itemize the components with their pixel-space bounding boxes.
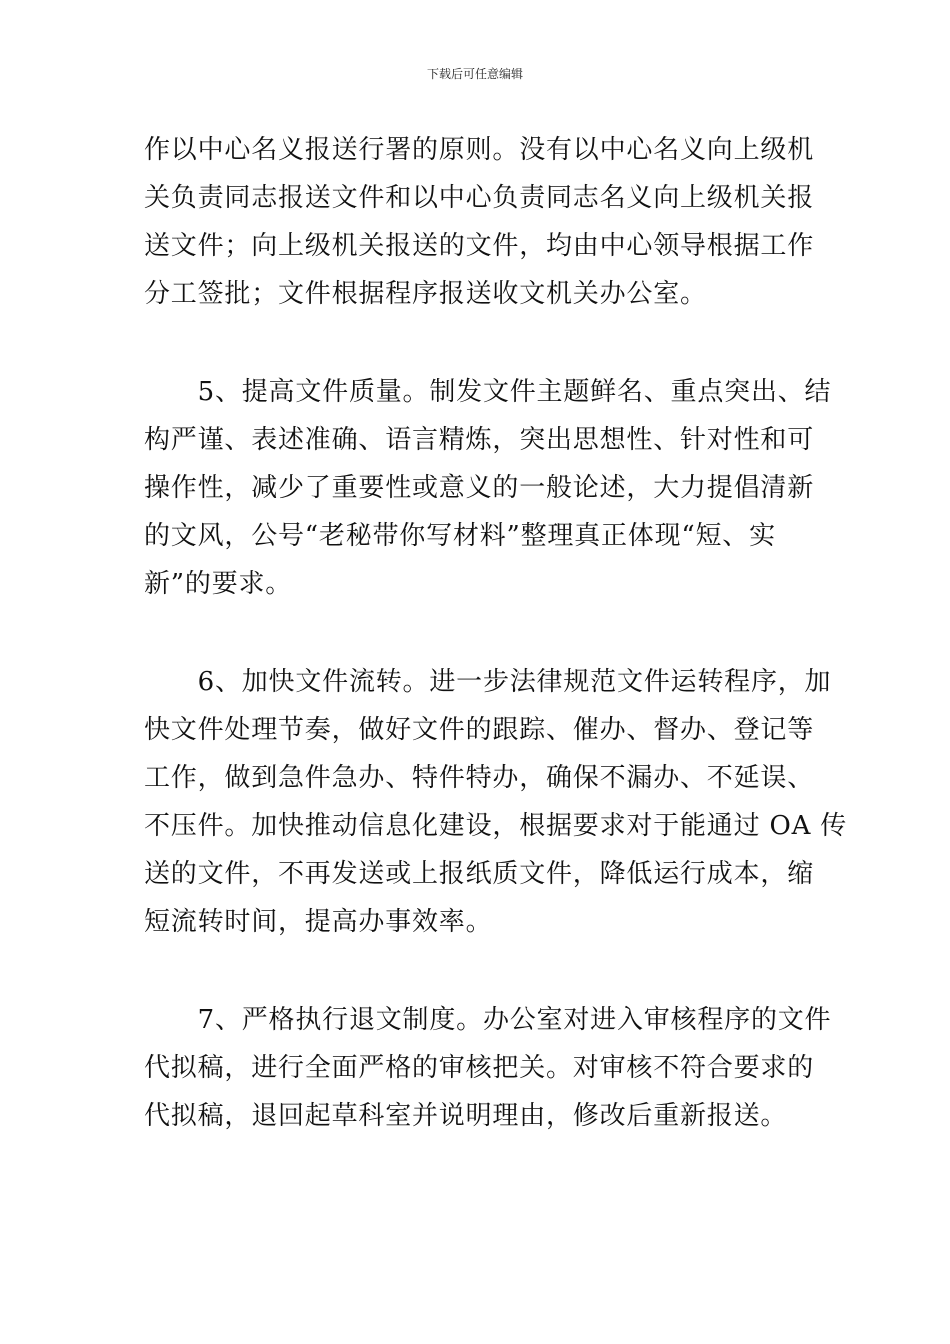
text-line: 代拟稿，进行全面严格的审核把关。对审核不符合要求的 xyxy=(144,1053,815,1083)
paragraph-gap xyxy=(144,318,808,368)
paragraph-gap xyxy=(144,946,808,996)
text-line: 5、提高文件质量。制发文件主题鲜名、重点突出、结 xyxy=(144,377,832,407)
text-line: 送文件；向上级机关报送的文件，均由中心领导根据工作 xyxy=(144,231,815,261)
paragraph-2 xyxy=(144,368,832,608)
text-line: 不压件。加快推动信息化建设，根据要求对于能通过 OA 传 xyxy=(144,811,848,841)
text-line: 快文件处理节奏，做好文件的跟踪、催办、督办、登记等 xyxy=(144,715,815,745)
text-line: 操作性，减少了重要性或意义的一般论述，大力提倡清新 xyxy=(144,473,815,503)
text-line: 分工签批；文件根据程序报送收文机关办公室。 xyxy=(144,279,707,309)
text-line: 6、加快文件流转。进一步法律规范文件运转程序，加 xyxy=(144,667,832,697)
paragraph-3 xyxy=(144,658,848,946)
text-line: 短流转时间，提高办事效率。 xyxy=(144,907,493,937)
text-line: 送的文件，不再发送或上报纸质文件，降低运行成本，缩 xyxy=(144,859,815,889)
text-line: 关负责同志报送文件和以中心负责同志名义向上级机关报 xyxy=(144,183,815,213)
text-line: 代拟稿，退回起草科室并说明理由，修改后重新报送。 xyxy=(144,1101,788,1131)
text-line: 构严谨、表述准确、语言精炼，突出思想性、针对性和可 xyxy=(144,425,815,455)
text-line: 作以中心名义报送行署的原则。没有以中心名义向上级机 xyxy=(144,135,815,165)
paragraph-gap xyxy=(144,608,808,658)
document-body xyxy=(144,126,848,1140)
text-line: 新”的要求。 xyxy=(144,569,293,599)
paragraph-1 xyxy=(144,126,815,318)
text-line: 的文风，公号“老秘带你写材料”整理真正体现“短、实 xyxy=(144,521,776,551)
text-line: 工作，做到急件急办、特件特办，确保不漏办、不延误、 xyxy=(144,763,815,793)
header-note: 下载后可任意编辑 xyxy=(426,67,523,81)
paragraph-4 xyxy=(144,996,832,1140)
text-line: 7、严格执行退文制度。办公室对进入审核程序的文件 xyxy=(144,1005,832,1035)
